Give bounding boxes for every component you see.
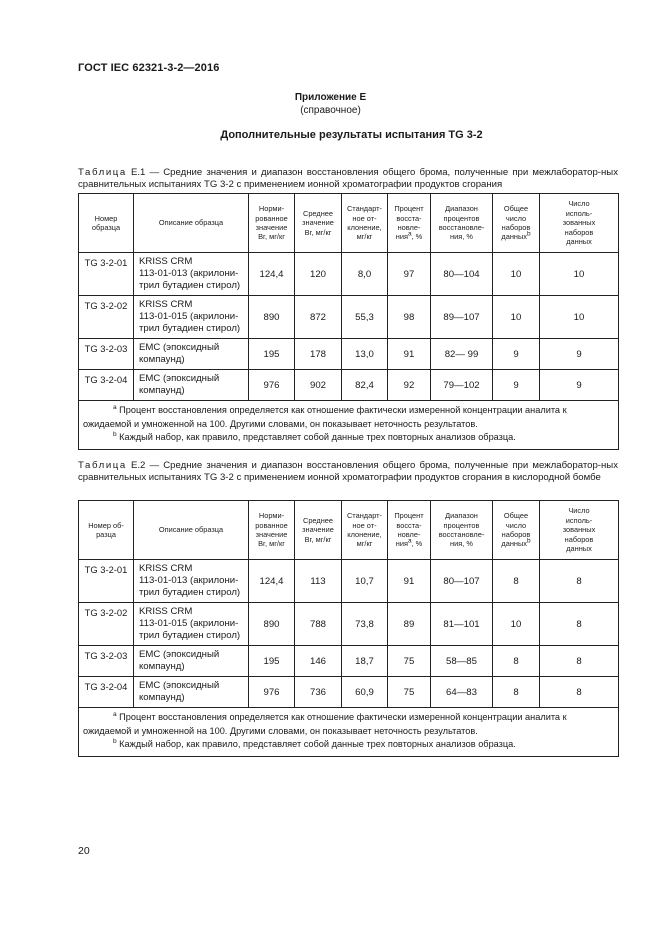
recovery-range: 58—85 — [431, 646, 493, 677]
recovery-range: 80—107 — [431, 560, 493, 603]
sample-id: TG 3-2-04 — [79, 677, 134, 708]
footnote-a: $^a$ Процент восстановления определяется как отношение фактически измеренной концентрации аналита к ожидаемой и умноженной на 100. Другими словами, он показывает неточность результатов. — [83, 403, 567, 429]
used-datasets: 8 — [540, 646, 619, 677]
recovery-percent: 89 — [388, 603, 431, 646]
sample-description: EMC (эпоксидный компаунд) — [134, 646, 249, 677]
used-datasets: 9 — [540, 370, 619, 401]
total-datasets: 8 — [493, 646, 540, 677]
total-datasets: 8 — [493, 677, 540, 708]
mean-value: 736 — [295, 677, 342, 708]
table-row — [79, 370, 619, 401]
table2-caption — [78, 460, 618, 484]
mean-value: 178 — [295, 339, 342, 370]
used-datasets: 8 — [540, 560, 619, 603]
recovery-range: 89—107 — [431, 296, 493, 339]
normalized-value: 976 — [249, 370, 295, 401]
table1-caption-text: Е.1 — Средние значения и диапазон восстановления общего брома, полученные при межлаборатор-ных сравнительных испытаниях TG 3-2 с применением ионной хроматографии продуктов сгорания — [78, 167, 618, 190]
total-datasets: 8 — [493, 560, 540, 603]
std-deviation: 10,7 — [342, 560, 388, 603]
std-deviation: 82,4 — [342, 370, 388, 401]
table2-caption-label: Таблица — [78, 460, 127, 471]
col-header-desc: Описание образца — [134, 501, 249, 560]
mean-value: 788 — [295, 603, 342, 646]
recovery-range: 82— 99 — [431, 339, 493, 370]
std-deviation: 55,3 — [342, 296, 388, 339]
used-datasets: 10 — [540, 253, 619, 296]
col-header-recovery: Процент восста- новле- ния$^a$, % — [388, 501, 431, 560]
col-header-range: Диапазон процентов восстановле- ния, % — [431, 501, 493, 560]
normalized-value: 976 — [249, 677, 295, 708]
table1-header — [79, 194, 619, 253]
annex-subtitle: (справочное) — [300, 105, 361, 116]
normalized-value: 890 — [249, 603, 295, 646]
sample-id: TG 3-2-01 — [79, 560, 134, 603]
recovery-percent: 75 — [388, 677, 431, 708]
total-datasets: 10 — [493, 603, 540, 646]
table1-caption-label: Таблица — [78, 167, 127, 178]
recovery-percent: 91 — [388, 339, 431, 370]
sample-description: KRISS CRM 113-01-013 (акрилони- трил бутадиен стирол) — [134, 560, 249, 603]
sample-id: TG 3-2-04 — [79, 370, 134, 401]
sample-id: TG 3-2-01 — [79, 253, 134, 296]
used-datasets: 9 — [540, 339, 619, 370]
mean-value: 872 — [295, 296, 342, 339]
recovery-range: 64—83 — [431, 677, 493, 708]
sample-description: KRISS CRM 113-01-013 (акрилони- трил бутадиен стирол) — [134, 253, 249, 296]
table-row — [79, 253, 619, 296]
total-datasets: 10 — [493, 253, 540, 296]
std-deviation: 13,0 — [342, 339, 388, 370]
normalized-value: 124,4 — [249, 253, 295, 296]
col-header-desc: Описание образца — [134, 194, 249, 253]
table2 — [78, 500, 619, 757]
footnote-a: $^a$ Процент восстановления определяется как отношение фактически измеренной концентрации аналита к ожидаемой и умноженной на 100. Другими словами, он показывает неточность результатов. — [83, 710, 567, 736]
col-header-sd: Стандарт- ное от- клонение, мг/кг — [342, 194, 388, 253]
table-row — [79, 603, 619, 646]
mean-value: 113 — [295, 560, 342, 603]
recovery-range: 79—102 — [431, 370, 493, 401]
table2-caption-text: Е.2 — Средние значения и диапазон восстановления общего брома, полученные при межлаборатор-ных сравнительных испытаниях TG 3-2 с применением ионной хроматографии продуктов сгорания в кислородной бомбе — [78, 460, 618, 483]
sample-id: TG 3-2-02 — [79, 603, 134, 646]
table-row — [79, 339, 619, 370]
std-deviation: 8,0 — [342, 253, 388, 296]
normalized-value: 890 — [249, 296, 295, 339]
sample-description: EMC (эпоксидный компаунд) — [134, 370, 249, 401]
normalized-value: 124,4 — [249, 560, 295, 603]
table-row — [79, 646, 619, 677]
std-deviation: 73,8 — [342, 603, 388, 646]
mean-value: 146 — [295, 646, 342, 677]
sample-id: TG 3-2-03 — [79, 339, 134, 370]
recovery-range: 80—104 — [431, 253, 493, 296]
table-row — [79, 296, 619, 339]
table1 — [78, 193, 619, 450]
page-number: 20 — [78, 845, 90, 857]
mean-value: 902 — [295, 370, 342, 401]
std-deviation: 60,9 — [342, 677, 388, 708]
recovery-percent: 97 — [388, 253, 431, 296]
total-datasets: 10 — [493, 296, 540, 339]
col-header-count: Число исполь- зованных наборов данных — [540, 194, 619, 253]
recovery-percent: 91 — [388, 560, 431, 603]
col-header-total: Общее число наборов данных$^b$ — [493, 194, 540, 253]
col-header-count: Число исполь- зованных наборов данных — [540, 501, 619, 560]
col-header-recovery: Процент восста- новле- ния$^a$, % — [388, 194, 431, 253]
recovery-percent: 98 — [388, 296, 431, 339]
normalized-value: 195 — [249, 646, 295, 677]
col-header-id: Номер об- разца — [79, 501, 134, 560]
table1-footnotes — [79, 401, 619, 450]
col-header-id: Номер образца — [79, 194, 134, 253]
footnote-b: $^b$ Каждый набор, как правило, представляет собой данные трех повторных анализов образца. — [113, 430, 516, 442]
recovery-percent: 75 — [388, 646, 431, 677]
recovery-percent: 92 — [388, 370, 431, 401]
sample-id: TG 3-2-03 — [79, 646, 134, 677]
sample-description: EMC (эпоксидный компаунд) — [134, 339, 249, 370]
used-datasets: 8 — [540, 603, 619, 646]
col-header-norm: Норми- рованное значение Br, мг/кг — [249, 501, 295, 560]
table2-header — [79, 501, 619, 560]
sample-description: EMC (эпоксидный компаунд) — [134, 677, 249, 708]
standard-id: ГОСТ IEC 62321-3-2—2016 — [78, 62, 220, 74]
table-row — [79, 560, 619, 603]
used-datasets: 10 — [540, 296, 619, 339]
footnote-b: $^b$ Каждый набор, как правило, представляет собой данные трех повторных анализов образца. — [113, 737, 516, 749]
col-header-mean: Среднее значение Br, мг/кг — [295, 194, 342, 253]
annex-title: Приложение Е — [294, 92, 367, 103]
col-header-sd: Стандарт- ное от- клонение, мг/кг — [342, 501, 388, 560]
recovery-range: 81—101 — [431, 603, 493, 646]
table1-caption — [78, 167, 618, 191]
col-header-total: Общее число наборов данных$^b$ — [493, 501, 540, 560]
used-datasets: 8 — [540, 677, 619, 708]
col-header-range: Диапазон процентов восстановле- ния, % — [431, 194, 493, 253]
normalized-value: 195 — [249, 339, 295, 370]
col-header-mean: Среднее значение Br, мг/кг — [295, 501, 342, 560]
std-deviation: 18,7 — [342, 646, 388, 677]
total-datasets: 9 — [493, 370, 540, 401]
sample-description: KRISS CRM 113-01-015 (акрилони- трил бутадиен стирол) — [134, 296, 249, 339]
sample-id: TG 3-2-02 — [79, 296, 134, 339]
mean-value: 120 — [295, 253, 342, 296]
total-datasets: 9 — [493, 339, 540, 370]
sample-description: KRISS CRM 113-01-015 (акрилони- трил бутадиен стирол) — [134, 603, 249, 646]
col-header-norm: Норми- рованное значение Br, мг/кг — [249, 194, 295, 253]
section-title: Дополнительные результаты испытания TG 3-2 — [220, 129, 483, 141]
table2-footnotes — [79, 708, 619, 757]
table-row — [79, 677, 619, 708]
